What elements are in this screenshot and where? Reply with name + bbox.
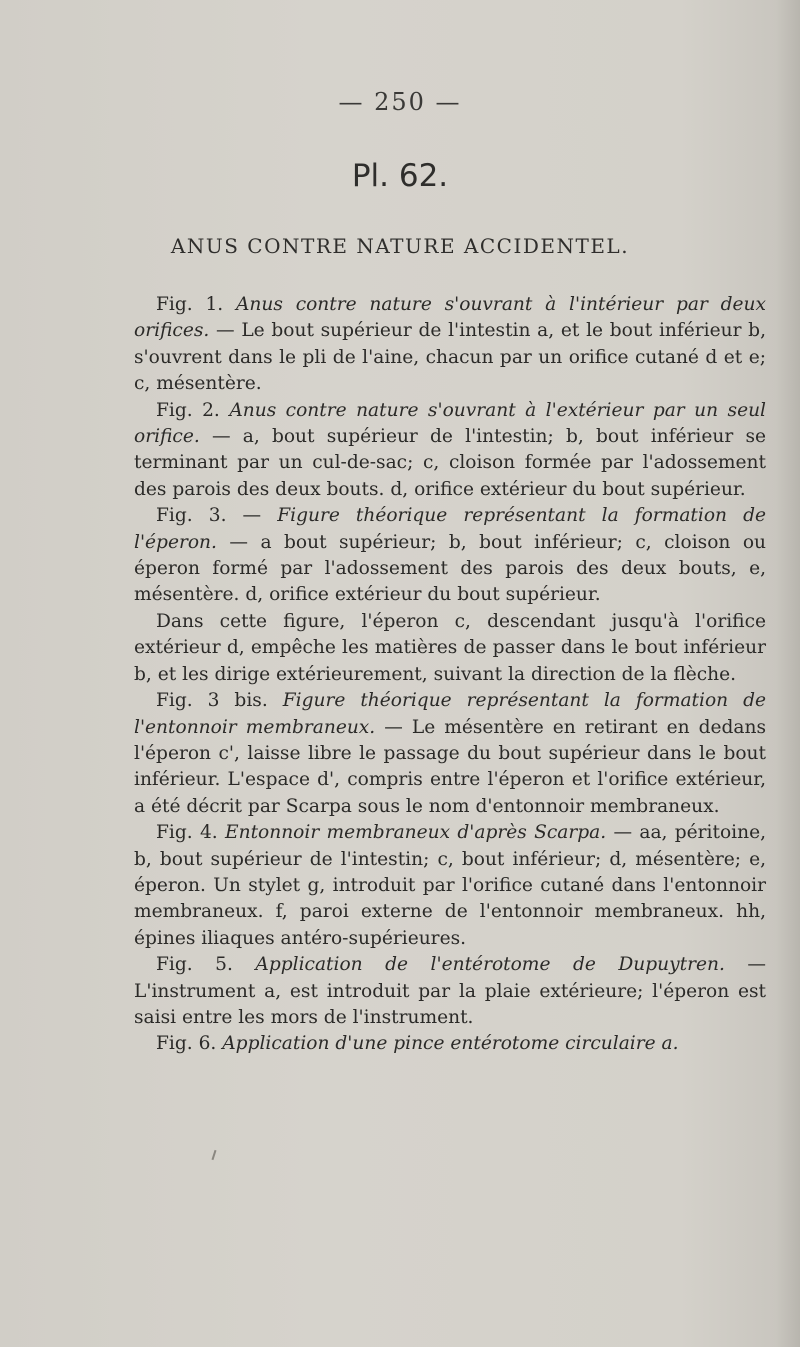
paragraph-fig-6 [134,1031,766,1057]
paragraph-fig-2 [134,398,766,504]
paragraph-fig-4 [134,820,766,952]
fig-caption: Entonnoir membraneux d'après Scarpa. [225,822,607,844]
body-text [134,292,766,1058]
plate-heading: Pl. 62. [351,158,449,194]
paragraph-fig-3-bis [134,688,766,820]
fig-caption: Application d'une pince entérotome circulaire a. [222,1033,679,1055]
fig-label: Fig. 3. — [156,505,262,527]
fig-label: Fig. 5. [156,954,233,976]
fig-caption: Figure théorique représentant la formation de l'éperon. [134,505,766,553]
fig-label: Fig. 6. [156,1033,217,1055]
paragraph-fig-3 [134,503,766,609]
fig-label: Fig. 3 bis. [156,690,268,712]
fig-label: Fig. 1. [156,294,224,315]
fig-caption: Application de l'entérotome de Dupuytren. [255,954,725,976]
fig-description: — Le mésentère en retirant en dedans l'éperon c', laisse libre le passage du bout supérieur dans le bout inférieur. L'espace d', compris entre l'éperon et l'orifice extérieur, a été décrit par Scarpa sous le nom d'entonnoir membraneux. [134,716,766,817]
fig-caption: Anus contre nature s'ouvrant à l'extérieur par un seul orifice. [134,399,767,448]
fig-description: — aa, péritoine, b, bout supérieur de l'intestin; c, bout inférieur; d, mésentère; e, éperon. Un stylet g, introduit par l'orifice cutané dans l'entonnoir membraneux. f, paroi externe de l'entonnoir membraneux. hh, épines iliaques antéro-supérieures. [134,822,766,949]
fig-caption: Anus contre nature s'ouvrant à l'intérieur par deux orifices. [134,294,766,342]
fig-caption: Figure théorique représentant la formation de l'entonnoir membraneux. [134,690,766,738]
section-title: ANUS CONTRE NATURE ACCIDENTEL. [170,234,630,258]
fig-description: — a bout supérieur; b, bout inférieur; c, cloison ou éperon formé par l'adossement des parois des deux bouts, e, mésentère. d, orifice extérieur du bout supérieur. [134,531,766,606]
fig-description: — L'instrument a, est introduit par la plaie extérieure; l'éperon est saisi entre les mors de l'instrument. [134,954,766,1028]
paragraph-fig-3-note [134,609,766,688]
fig-label: Fig. 2. [156,399,220,421]
page-number: — 250 — [338,88,462,116]
paragraph-fig-1 [134,292,766,398]
fig-label: Fig. 4. [156,822,218,844]
paragraph-fig-5 [134,952,766,1031]
fig-description: Dans cette figure, l'éperon c, descendant jusqu'à l'orifice extérieur d, empêche les matières de passer dans le bout inférieur b, et les dirige extérieurement, suivant la direction de la flèche. [134,610,766,685]
fig-description: — Le bout supérieur de l'intestin a, et le bout inférieur b, s'ouvrent dans le pli de l'aine, chacun par un orifice cutané d et e; c, mésentère. [134,320,766,395]
fig-description: — a, bout supérieur de l'intestin; b, bout inférieur se terminant par un cul-de-sac; c, cloison formée par l'adossement des parois des deux bouts. d, orifice extérieur du bout supérieur. [134,426,766,500]
ink-mark [212,1150,217,1160]
